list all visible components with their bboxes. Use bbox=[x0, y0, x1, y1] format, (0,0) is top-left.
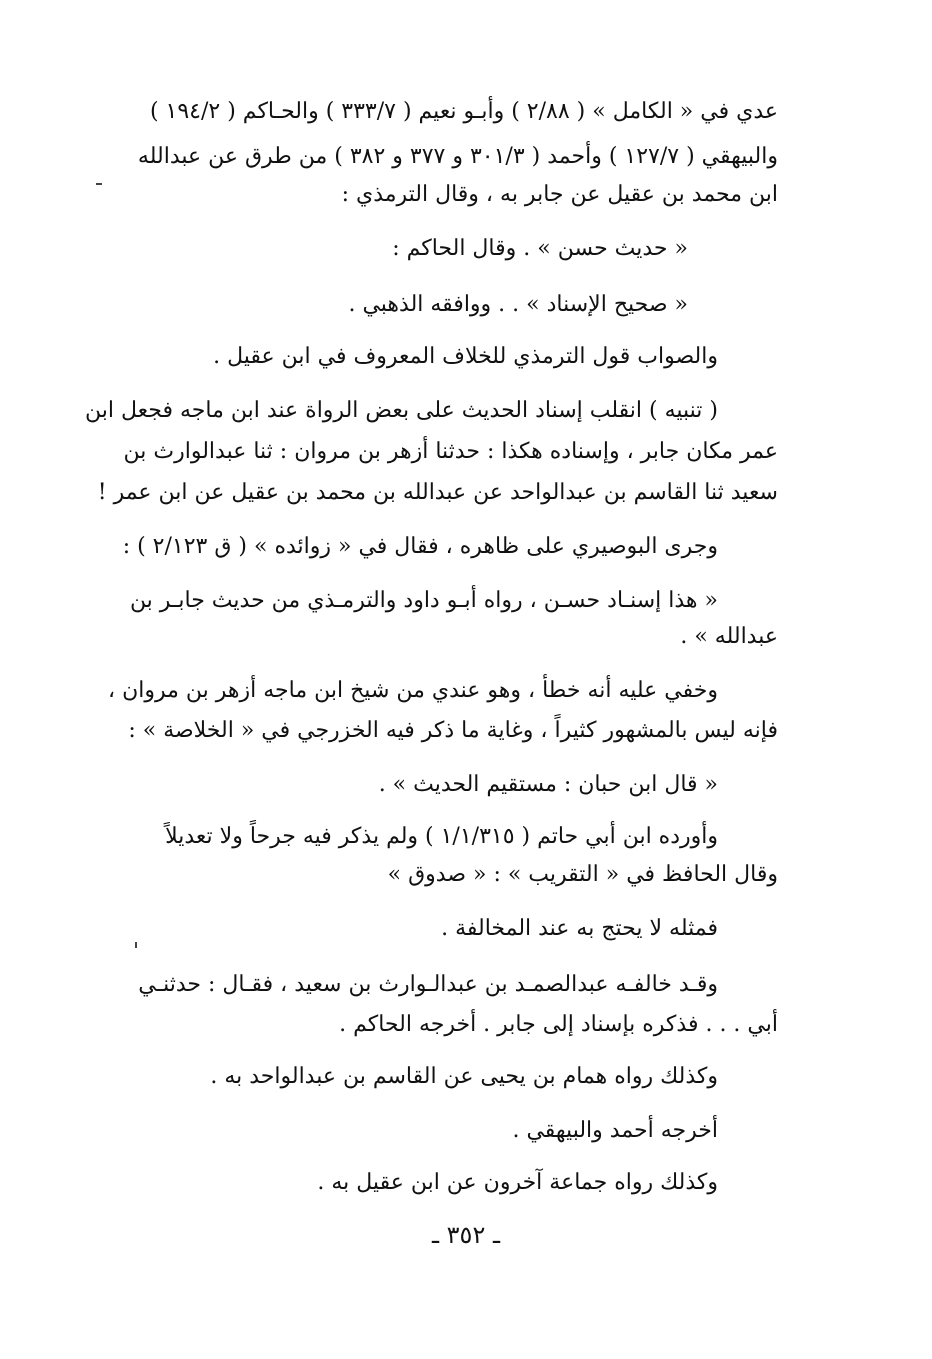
text-line-23: وكذلك رواه جماعة آخرون عن ابن عقيل به . bbox=[317, 1170, 718, 1195]
text-line-1: عدي في « الكامل » ( ٢/٨٨ ) وأبـو نعيم ( ٣٣٣/٧ ) والحـاكم ( ١٩٤/٢ ) bbox=[149, 99, 778, 124]
scan-speck bbox=[135, 942, 137, 948]
page-number: ـ ٣٥٢ ـ bbox=[431, 1221, 500, 1249]
text-line-10: وجرى البوصيري على ظاهره ، فقال في « زوائده » ( ق ٢/١٢٣ ) : bbox=[122, 534, 718, 559]
text-line-7: ( تنبيه ) انقلب إسناد الحديث على بعض الرواة عند ابن ماجه فجعل ابن bbox=[85, 398, 718, 423]
text-line-2: والبيهقي ( ١٢٧/٧ ) وأحمد ( ٣٠١/٣ و ٣٧٧ و ٣٨٢ ) من طرق عن عبدالله bbox=[137, 144, 778, 169]
text-line-3: ابن محمد بن عقيل عن جابر به ، وقال الترمذي : bbox=[341, 182, 778, 207]
text-line-9: سعيد ثنا القاسم بن عبدالواحد عن عبدالله بن محمد بن عقيل عن ابن عمر ! bbox=[97, 480, 778, 505]
text-line-22: أخرجه أحمد والبيهقي . bbox=[512, 1118, 718, 1143]
text-line-13: وخفي عليه أنه خطأ ، وهو عندي من شيخ ابن ماجه أزهر بن مروان ، bbox=[108, 678, 718, 703]
scan-speck bbox=[96, 183, 102, 185]
text-line-16: وأورده ابن أبي حاتم ( ١/١/٣١٥ ) ولم يذكر فيه جرحاً ولا تعديلاً bbox=[165, 824, 718, 849]
text-line-5: « صحيح الإسناد » . . ووافقه الذهبي . bbox=[348, 292, 688, 317]
text-line-19: وقـد خالفـه عبدالصمـد بن عبدالـوارث بن سعيد ، فقـال : حدثنـي bbox=[138, 972, 718, 997]
text-line-11: « هذا إسنـاد حسـن ، رواه أبـو داود والترمـذي من حديث جابـر بن bbox=[129, 588, 718, 613]
text-line-8: عمر مكان جابر ، وإسناده هكذا : حدثنا أزهر بن مروان : ثنا عبدالوارث بن bbox=[123, 439, 778, 464]
text-line-12: عبدالله » . bbox=[680, 624, 778, 649]
text-line-18: فمثله لا يحتج به عند المخالفة . bbox=[441, 916, 718, 941]
text-line-14: فإنه ليس بالمشهور كثيراً ، وغاية ما ذكر فيه الخزرجي في « الخلاصة » : bbox=[128, 718, 778, 743]
text-line-21: وكذلك رواه همام بن يحيى عن القاسم بن عبدالواحد به . bbox=[210, 1064, 718, 1089]
text-line-6: والصواب قول الترمذي للخلاف المعروف في ابن عقيل . bbox=[213, 344, 718, 369]
text-line-17: وقال الحافظ في « التقريب » : « صدوق » bbox=[387, 862, 778, 887]
text-line-4: « حديث حسن » . وقال الحاكم : bbox=[392, 236, 688, 261]
text-line-20: أبي . . . فذكره بإسناد إلى جابر . أخرجه الحاكم . bbox=[339, 1012, 778, 1037]
text-line-15: « قال ابن حبان : مستقيم الحديث » . bbox=[378, 772, 718, 797]
